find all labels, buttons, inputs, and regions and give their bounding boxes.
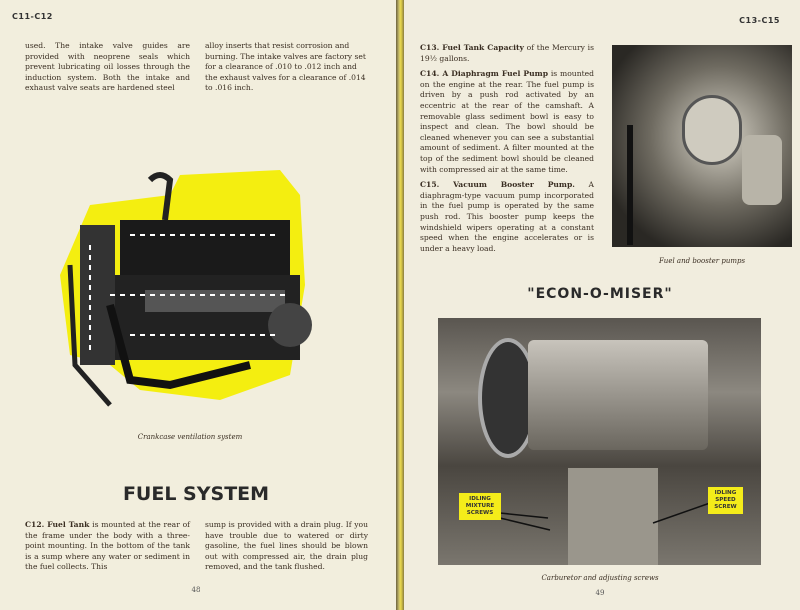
section-title: FUEL SYSTEM <box>122 483 270 505</box>
text-column: used. The intake valve guides are provided with neoprene seals which prevent lubricating oil losses through the induction system. Both the intake and exhaust valve seats are hardened steel <box>25 41 190 93</box>
photo-caption: Carburetor and adjusting screws <box>541 574 659 582</box>
section-heading: C15. Vacuum Booster Pump. <box>420 180 575 190</box>
book-gutter <box>396 0 404 610</box>
paragraph-text: of the Mercury is 19½ gallons. <box>420 43 594 63</box>
photo-caption: Fuel and booster pumps <box>658 257 746 265</box>
idling-mixture-screws-label: IDLING MIXTURE SCREWS <box>459 493 501 520</box>
page-number: 49 <box>595 589 605 597</box>
page-number: 48 <box>191 586 201 594</box>
figure-caption: Crankcase ventilation system <box>137 433 243 441</box>
page-header: C13-C15 <box>739 16 780 25</box>
section-heading: C14. A Diaphragm Fuel Pump <box>420 69 549 79</box>
crankcase-ventilation-illustration <box>50 165 320 420</box>
section-heading: C12. Fuel Tank <box>25 520 90 529</box>
paragraph-text: A diaphragm-type vacuum pump incorporated in the fuel pump is operated by the same push rod. This booster pump keeps the windshield wipers operating at a constant speed when the engine accelerates or is under a heavy load. <box>420 180 594 253</box>
right-page <box>404 0 800 610</box>
section-heading: C13. Fuel Tank Capacity <box>420 43 524 52</box>
paragraph-text: is mounted at the rear of the frame under the body with a three-point mounting. In the bottom of the tank is a sump where any water or sediment in the fuel collects. This <box>25 520 190 572</box>
carburetor-photo <box>438 318 761 565</box>
idling-speed-screw-label: IDLING SPEED SCREW <box>708 487 743 514</box>
text-column: alloy inserts that resist corrosion and burning. The intake valves are factory set for a clearance of .010 to .012 inch and the exhaust valves for a clearance of .014 to .016 inch. <box>205 41 366 93</box>
text-column: sump is provided with a drain plug. If you have trouble due to watered or dirty gasoline, the fuel lines should be blown out with compressed air, the drain plug removed, and the tank flushed. <box>205 520 368 572</box>
paragraph-text: is mounted on the engine at the rear. The fuel pump is driven by a push rod activated by an eccentric at the rear of the camshaft. A removable glass sediment bowl is easy to inspect and clean. The bowl should be cleaned whenever you can see a substantial amount of sediment. A filter mounted at the top of the sediment bowl should be cleaned with compressed air at the same time. <box>420 69 594 174</box>
fuel-pump-photo <box>612 45 792 247</box>
section-title: "ECON-O-MISER" <box>527 286 673 302</box>
left-page <box>0 0 396 610</box>
page-header: C11-C12 <box>12 12 53 21</box>
